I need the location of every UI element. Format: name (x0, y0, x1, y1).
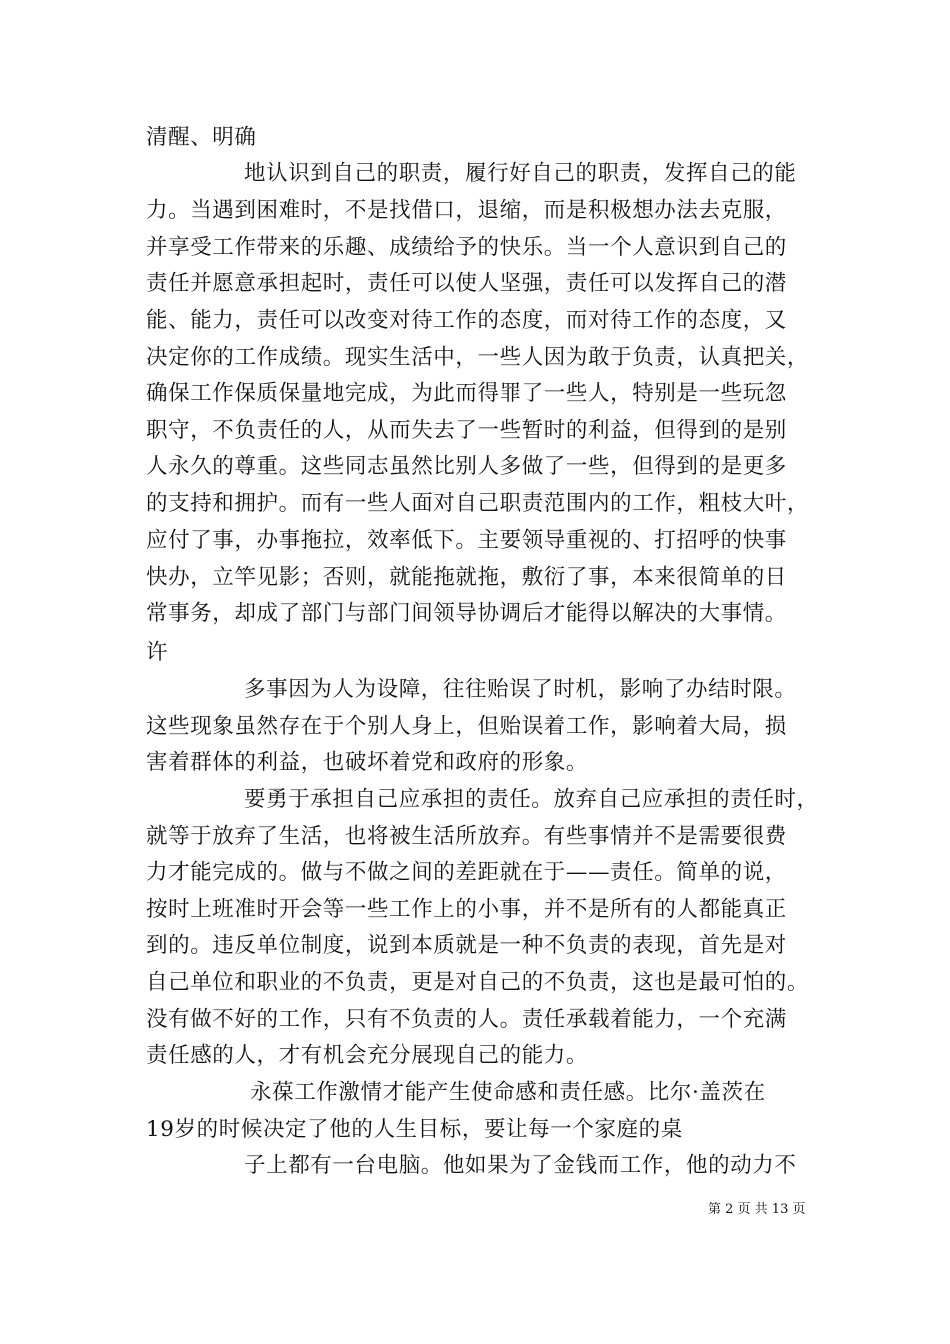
text-line: 责任感的人，才有机会充分展现自己的能力。 (146, 1043, 589, 1068)
text-line: 力才能完成的。做与不做之间的差距就在于——责任。简单的说， (146, 860, 787, 885)
text-line: 许 (146, 640, 169, 665)
text-line: 自己单位和职业的不负责，更是对自己的不负责，这也是最可怕的。 (146, 970, 810, 995)
text-line: 常事务，却成了部门与部门间领导协调后才能得以解决的大事情。 (146, 601, 787, 626)
text-line: 要勇于承担自己应承担的责任。放弃自己应承担的责任时， (244, 787, 819, 812)
text-line: 地认识到自己的职责，履行好自己的职责，发挥自己的能 (244, 161, 797, 186)
text-line: 能、能力，责任可以改变对待工作的态度，而对待工作的态度，又 (146, 308, 787, 333)
text-line: 这些现象虽然存在于个别人身上，但贻误着工作，影响着大局，损 (146, 714, 787, 739)
page-number-footer: 第 2 页 共 13 页 (708, 1202, 806, 1217)
text-line: 永葆工作激情才能产生使命感和责任感。比尔·盖茨在 (250, 1080, 766, 1105)
text-line: 19岁的时候决定了他的人生目标，要让每一个家庭的桌 (146, 1117, 683, 1142)
text-line: 力。当遇到困难时，不是找借口，退缩，而是积极想办法去克服， (146, 198, 787, 223)
text-line: 确保工作保质保量地完成，为此而得罪了一些人，特别是一些玩忽 (146, 381, 787, 406)
text-line: 职守，不负责任的人，从而失去了一些暂时的利益，但得到的是别 (146, 418, 787, 443)
text-line: 应付了事，办事拖拉，效率低下。主要领导重视的、打招呼的快事 (146, 528, 787, 553)
text-line: 子上都有一台电脑。他如果为了金钱而工作，他的动力不 (244, 1153, 797, 1178)
text-line: 到的。违反单位制度，说到本质就是一种不负责的表现，首先是对 (146, 933, 787, 958)
text-line: 决定你的工作成绩。现实生活中，一些人因为敢于负责，认真把关， (146, 345, 810, 370)
text-line: 按时上班准时开会等一些工作上的小事，并不是所有的人都能真正 (146, 897, 787, 922)
text-line: 人永久的尊重。这些同志虽然比别人多做了一些，但得到的是更多 (146, 454, 787, 479)
text-line: 的支持和拥护。而有一些人面对自己职责范围内的工作，粗枝大叶， (146, 491, 810, 516)
text-line: 快办，立竿见影；否则，就能拖就拖，敷衍了事，本来很简单的日 (146, 565, 787, 590)
text-line: 害着群体的利益，也破坏着党和政府的形象。 (146, 750, 589, 775)
text-line: 清醒、明确 (146, 125, 257, 150)
text-line: 并享受工作带来的乐趣、成绩给予的快乐。当一个人意识到自己的 (146, 235, 787, 260)
text-line: 没有做不好的工作，只有不负责的人。责任承载着能力，一个充满 (146, 1007, 787, 1032)
text-line: 责任并愿意承担起时，责任可以使人坚强，责任可以发挥自己的潜 (146, 271, 787, 296)
text-line: 就等于放弃了生活，也将被生活所放弃。有些事情并不是需要很费 (146, 824, 787, 849)
text-line: 多事因为人为设障，往往贻误了时机，影响了办结时限。 (244, 677, 797, 702)
